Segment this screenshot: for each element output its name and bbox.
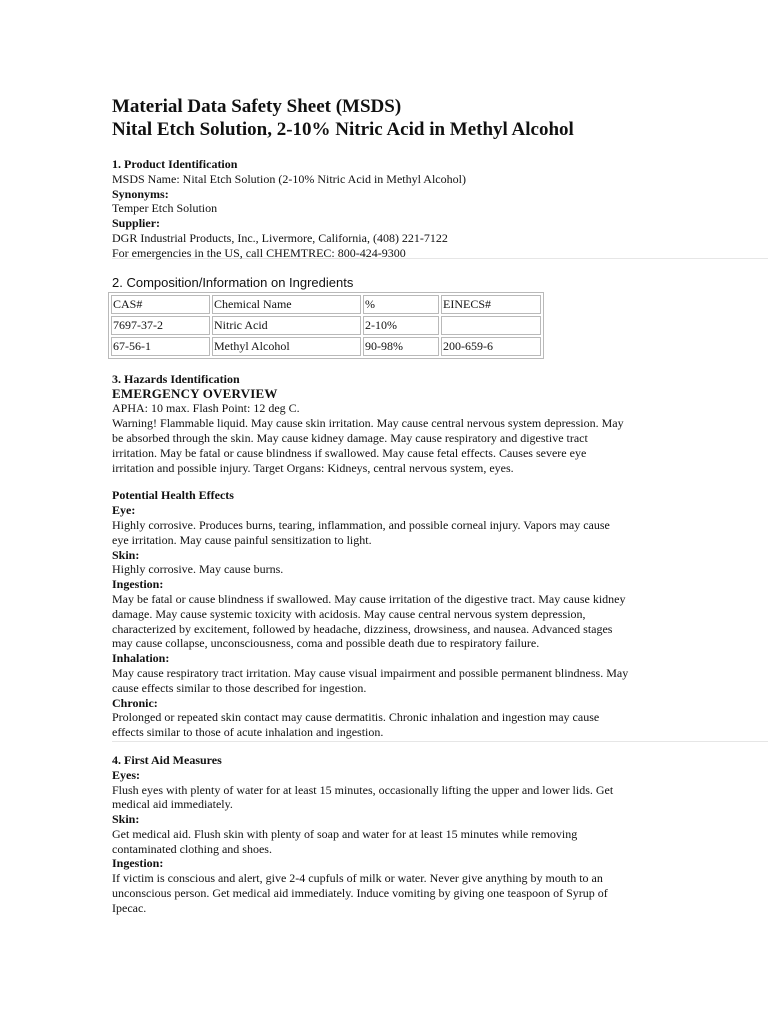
supplier-label: Supplier: (112, 216, 161, 231)
table-cell: Methyl Alcohol (212, 337, 361, 356)
eye-label: Eye: (112, 503, 136, 518)
chronic-line: Prolonged or repeated skin contact may cause dermatitis. Chronic inhalation and ingestion may cause (112, 710, 600, 725)
first-aid-eyes-line: medical aid immediately. (112, 797, 233, 812)
table-cell: 90-98% (363, 337, 439, 356)
emergency-overview-label: EMERGENCY OVERVIEW (112, 386, 278, 402)
chronic-line: effects similar to those of acute inhalation and ingestion. (112, 725, 384, 740)
emergency-contact: For emergencies in the US, call CHEMTREC: 800-424-9300 (112, 245, 406, 260)
ingestion-line: characterized by excitement, followed by headache, dizziness, drowsiness, and nausea. Advanced stages (112, 621, 613, 636)
column-header: Chemical Name (212, 295, 361, 314)
first-aid-eyes-label: Eyes: (112, 767, 140, 782)
skin-line: Highly corrosive. May cause burns. (112, 562, 284, 577)
table-cell: 7697-37-2 (111, 316, 210, 335)
msds-document (112, 95, 660, 916)
overview-line: irritation and possible injury. Target Organs: Kidneys, central nervous system, eyes. (112, 460, 514, 475)
section-4-heading: 4. First Aid Measures (112, 752, 222, 767)
chronic-label: Chronic: (112, 695, 158, 710)
first-aid-eyes-line: Flush eyes with plenty of water for at least 15 minutes, occasionally lifting the upper and lower lids. Get (112, 782, 614, 797)
document-title: Material Data Safety Sheet (MSDS) (112, 96, 402, 117)
inhalation-label: Inhalation: (112, 651, 170, 666)
synonyms-value: Temper Etch Solution (112, 201, 218, 216)
supplier-value: DGR Industrial Products, Inc., Livermore, California, (408) 221-7122 (112, 230, 448, 245)
section-2-heading: 2. Composition/Information on Ingredients (112, 274, 354, 290)
overview-line: Warning! Flammable liquid. May cause skin irritation. May cause central nervous system depression. May (112, 416, 624, 431)
section-1-heading: 1. Product Identification (112, 157, 238, 171)
potential-health-effects-label: Potential Health Effects (112, 488, 234, 503)
ingredients-table (108, 292, 544, 359)
eye-line: Highly corrosive. Produces burns, tearing, inflammation, and possible corneal injury. Vapors may cause (112, 517, 610, 532)
table-cell (441, 316, 541, 335)
overview-line: irritation. May be fatal or cause blindness if swallowed. May cause fetal effects. Causes severe eye (112, 445, 587, 460)
first-aid-skin-line: Get medical aid. Flush skin with plenty of soap and water for at least 15 minutes while removing (112, 826, 578, 841)
first-aid-ingestion-line: Ipecac. (112, 900, 147, 915)
msds-name: MSDS Name: Nital Etch Solution (2-10% Nitric Acid in Methyl Alcohol) (112, 171, 466, 186)
table-row (111, 316, 541, 335)
first-aid-ingestion-label: Ingestion: (112, 856, 164, 871)
ingestion-line: may cause collapse, unconsciousness, coma and possible death due to respiratory failure. (112, 636, 540, 651)
first-aid-ingestion-line: unconscious person. Get medical aid immediately. Induce vomiting by giving one teaspoon of Syrup of (112, 886, 608, 901)
overview-line: be absorbed through the skin. May cause kidney damage. May cause respiratory and digestive tract (112, 430, 588, 445)
table-cell: 67-56-1 (111, 337, 210, 356)
first-aid-ingestion-line: If victim is conscious and alert, give 2-4 cupfuls of milk or water. Never give anything by mouth to an (112, 871, 603, 886)
table-cell: 2-10% (363, 316, 439, 335)
ingestion-line: May be fatal or cause blindness if swallowed. May cause irritation of the digestive tract. May cause kidney (112, 591, 626, 606)
document-subtitle: Nital Etch Solution, 2-10% Nitric Acid in Methyl Alcohol (112, 119, 574, 140)
section-3-heading: 3. Hazards Identification (112, 371, 240, 386)
first-aid-skin-label: Skin: (112, 812, 140, 827)
column-header: % (363, 295, 439, 314)
synonyms-label: Synonyms: (112, 186, 169, 201)
column-header: CAS# (111, 295, 210, 314)
skin-label: Skin: (112, 547, 140, 562)
table-row (111, 337, 541, 356)
column-header: EINECS# (441, 295, 541, 314)
table-cell: 200-659-6 (441, 337, 541, 356)
ingestion-label: Ingestion: (112, 577, 164, 592)
eye-line: eye irritation. May cause painful sensitization to light. (112, 532, 372, 547)
inhalation-line: cause effects similar to those described for ingestion. (112, 680, 367, 695)
overview-line: APHA: 10 max. Flash Point: 12 deg C. (112, 401, 300, 416)
table-cell: Nitric Acid (212, 316, 361, 335)
table-header-row (111, 295, 541, 314)
inhalation-line: May cause respiratory tract irritation. May cause visual impairment and possible permanent blindness. May (112, 665, 629, 680)
first-aid-skin-line: contaminated clothing and shoes. (112, 841, 272, 856)
ingestion-line: damage. May cause systemic toxicity with acidosis. May cause central nervous system depression, (112, 606, 586, 621)
